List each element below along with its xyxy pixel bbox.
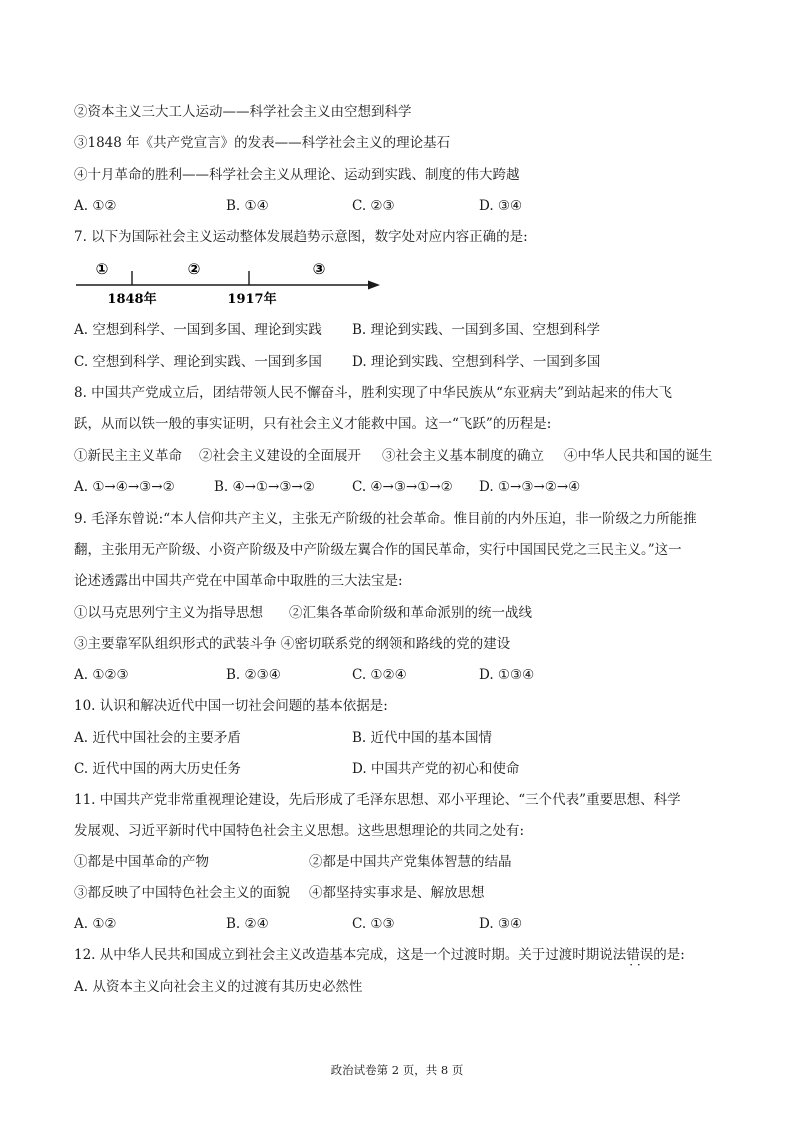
timeline-arrowhead: [368, 281, 380, 290]
timeline-year-1848: 1848年: [107, 292, 157, 307]
q7-option-b: B. 理论到实践、一国到多国、空想到科学: [352, 322, 601, 338]
q12-stem-text: 12. 从中华人民共和国成立到社会主义改造基本完成，这是一个过渡时期。关于过渡时期说法: [74, 947, 627, 963]
q7-option-d: D. 理论到实践、空想到科学、一国到多国: [352, 354, 601, 370]
q6-option-c: C. ②③: [352, 198, 395, 214]
q6-item-2: ②资本主义三大工人运动——科学社会主义由空想到科学: [74, 104, 412, 120]
q11-option-a: A. ①②: [74, 916, 117, 932]
q12-stem-emphasis: 错误 · ·: [626, 947, 653, 963]
q11-stem-line1: 11. 中国共产党非常重视理论建设，先后形成了毛泽东思想、邓小平理论、“三个代表”重要思想、科学: [74, 792, 681, 808]
q9-option-b: B. ②③④: [226, 667, 281, 683]
q6-item-3: ③1848 年《共产党宣言》的发表——科学社会主义的理论基石: [74, 135, 451, 151]
q10-option-b: B. 近代中国的基本国情: [352, 730, 493, 746]
q6-option-d: D. ③④: [479, 198, 523, 214]
q8-item-3: ③社会主义基本制度的确立: [382, 448, 544, 464]
q8-option-c: C. ④→③→①→②: [352, 479, 453, 495]
q11-stem-line2: 发展观、习近平新时代中国特色社会主义思想。这些思想理论的共同之处有:: [74, 823, 525, 839]
q8-option-b: B. ④→①→③→②: [214, 479, 315, 495]
q9-option-d: D. ①③④: [479, 667, 535, 683]
q9-item-1: ①以马克思列宁主义为指导思想: [74, 605, 263, 621]
q11-option-c: C. ①③: [352, 916, 395, 932]
q8-stem-line2: 跃，从而以铁一般的事实证明，只有社会主义才能救中国。这一“飞跃”的历程是:: [74, 416, 552, 432]
q12-option-a: A. 从资本主义向社会主义的过渡有其历史必然性: [74, 979, 363, 995]
timeline-diagram: [74, 258, 384, 308]
q11-option-b: B. ②④: [226, 916, 269, 932]
q9-stem-line1: 9. 毛泽东曾说:“本人信仰共产主义，主张无产阶级的社会革命。惟目前的内外压迫，非一阶级之力所能推: [74, 511, 697, 527]
q10-option-d: D. 中国共产党的初心和使命: [352, 761, 520, 777]
q6-option-b: B. ①④: [226, 198, 269, 214]
q9-items-row2: ③主要靠军队组织形式的武装斗争 ④密切联系党的纲领和路线的党的建设: [74, 636, 511, 652]
q11-item-4: ④都坚持实事求是、解放思想: [309, 885, 485, 901]
q11-item-2: ②都是中国共产党集体智慧的结晶: [309, 854, 512, 870]
q7-stem: 7. 以下为国际社会主义运动整体发展趋势示意图，数字处对应内容正确的是:: [74, 229, 528, 245]
q11-item-3: ③都反映了中国特色社会主义的面貌: [74, 885, 290, 901]
q8-item-4: ④中华人民共和国的诞生: [564, 448, 713, 464]
q9-stem-line3: 论述透露出中国共产党在中国革命中取胜的三大法宝是:: [74, 573, 403, 589]
q9-item-2: ②汇集各革命阶级和革命派别的统一战线: [289, 605, 532, 621]
q11-item-1: ①都是中国革命的产物: [74, 854, 209, 870]
q11-option-d: D. ③④: [479, 916, 523, 932]
q10-stem: 10. 认识和解决近代中国一切社会问题的基本依据是:: [74, 698, 388, 714]
page-footer: 政治试卷第 2 页，共 8 页: [330, 1063, 464, 1077]
q12-stem-tail: 的是:: [653, 947, 685, 963]
timeline-label-1: ①: [95, 260, 109, 278]
q7-option-a: A. 空想到科学、一国到多国、理论到实践: [74, 322, 322, 338]
q8-stem-line1: 8. 中国共产党成立后，团结带领人民不懈奋斗，胜利实现了中华民族从“东亚病夫”到站起来的伟大飞: [74, 385, 672, 401]
q8-item-1: ①新民主主义革命: [74, 448, 182, 464]
q8-option-d: D. ①→③→②→④: [479, 479, 581, 495]
q12-stem: [74, 946, 685, 964]
q10-option-c: C. 近代中国的两大历史任务: [74, 761, 241, 777]
q10-option-a: A. 近代中国社会的主要矛盾: [74, 730, 241, 746]
q9-option-a: A. ①②③: [74, 667, 129, 683]
q8-item-2: ②社会主义建设的全面展开: [199, 448, 361, 464]
timeline-label-2: ②: [187, 260, 201, 278]
q7-option-c: C. 空想到科学、理论到实践、一国到多国: [74, 354, 322, 370]
q9-stem-line2: 翻，主张用无产阶级、小资产阶级及中产阶级左翼合作的国民革命，实行中国国民党之三民主义。”这一: [74, 542, 682, 558]
q9-option-c: C. ①②④: [352, 667, 407, 683]
q8-option-a: A. ①→④→③→②: [74, 479, 175, 495]
timeline-year-1917: 1917年: [227, 292, 277, 307]
q6-item-4: ④十月革命的胜利——科学社会主义从理论、运动到实践、制度的伟大跨越: [74, 167, 520, 183]
timeline-label-3: ③: [312, 260, 326, 278]
q6-option-a: A. ①②: [74, 198, 117, 214]
